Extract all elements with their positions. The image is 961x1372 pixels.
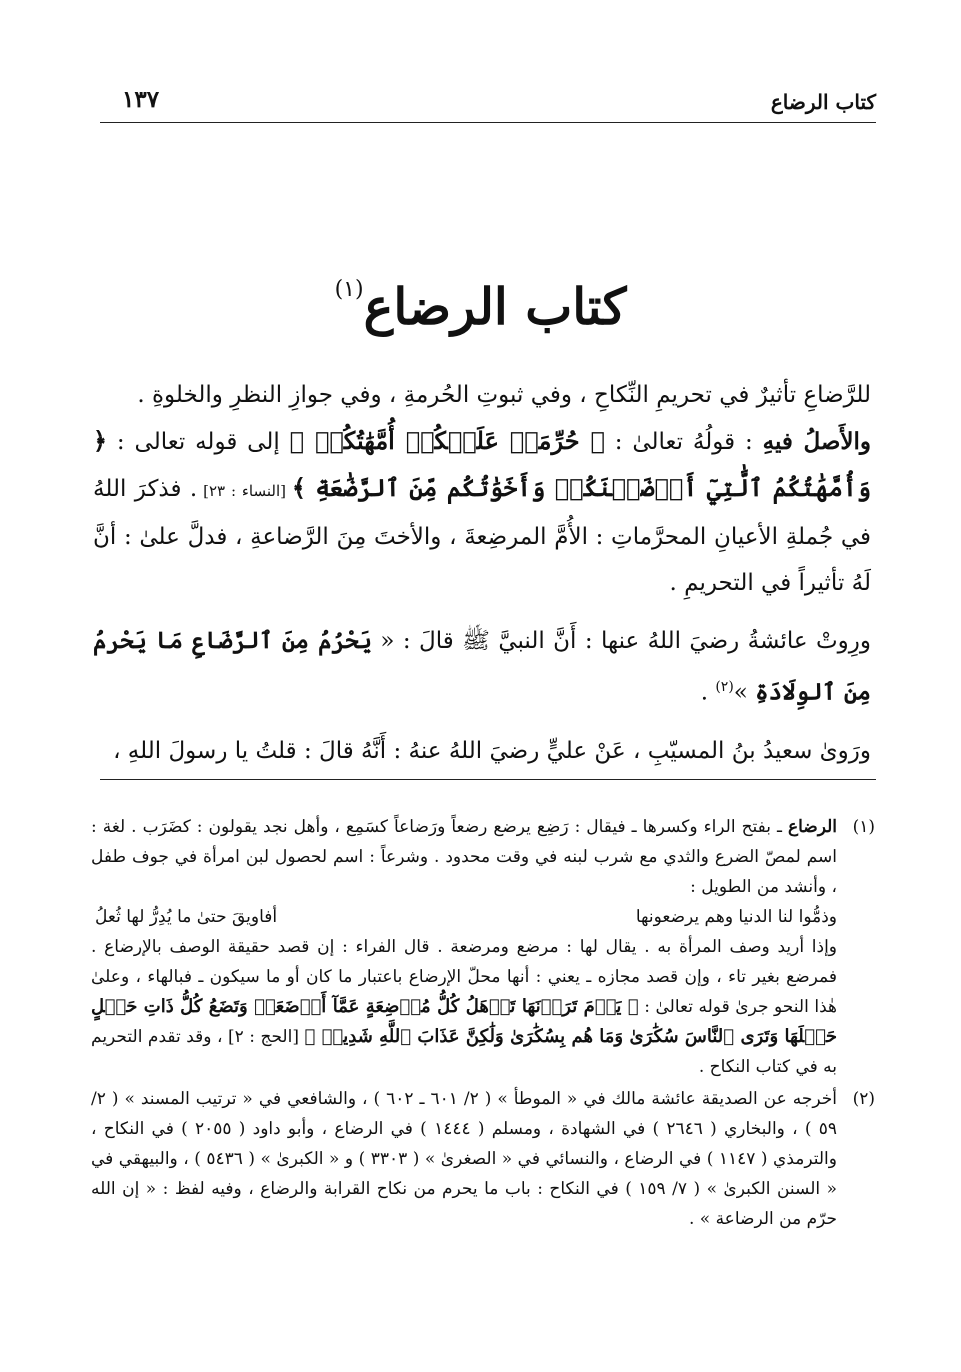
verse-hemistich-1: وذمُّوا لنا الدنيا وهم يرضعونها: [635, 907, 837, 927]
main-text: [93, 372, 871, 774]
evidence-lead: والأَصلُ فيهِ: [762, 428, 872, 455]
hadith-footnote-marker: (٢): [715, 679, 734, 695]
paragraph-evidence: [93, 418, 871, 606]
footnote-lead: الرضاع: [787, 817, 837, 837]
footnote-1: [91, 812, 875, 1082]
quran-verse-2: ﴿ وَأُمَّهَٰتُكُمُ ٱلَّٰتِيٓ أَرۡضَعۡنَكُمۡ وَأَخَوَٰتُكُم مِّنَ ٱلرَّضَٰعَةِ ﴾: [93, 426, 872, 502]
footnote-text: ـ بفتح الراء وكسرها ـ فيقال : رَضِع يرضع رضعاً ورَضاعاً كسَمِع ، وأهل نجد يقولون : كضَرَب . لغة : اسم لمصّ الضرع والثدي مع شرب لبنه في وقت محدود . وشرعاً : اسم لحصول لبن امرأة في جوف طفل ، وأنشد من الطويل :: [91, 817, 837, 897]
footnote-number: (٢): [852, 1089, 875, 1109]
footnote-quran-verse: ﴿ يَوۡمَ تَرَوۡنَهَا تَذۡهَلُ كُلُّ مُرۡضِعَةٍ عَمَّآ أَرۡضَعَتۡ وَتَضَعُ كُلُّ ذَاتِ حَمۡلٍ حَمۡلَهَا وَتَرَى ٱلنَّاسَ سُكَٰرَىٰ وَمَا هُم بِسُكَٰرَىٰ وَلَٰكِنَّ عَذَابَ ٱللَّهِ شَدِيدٞ ﴾: [91, 996, 837, 1047]
hadith-text-2: »: [733, 679, 756, 706]
verse-hemistich-2: أفاويقَ حتىٰ ما يُدِرُّ لها ثُعلُ: [95, 907, 278, 927]
footnote-separator: [100, 779, 876, 780]
running-title: كتاب الرضاع: [770, 90, 876, 114]
paragraph-intro: للرَّضاعِ تأثيرٌ في تحريمِ النِّكاحِ ، وفي ثبوتِ الحُرمةِ ، وفي جوازِ النظرِ والخلوةِ .: [137, 382, 871, 408]
chapter-title-text: كتاب الرضاع: [363, 277, 627, 336]
quran-citation: [النساء : ٢٣]: [197, 482, 292, 500]
hadith-quote: يَحْرُمُ مِنَ ٱلرَّضَاعِ مَا يَحْرمُ مِنَ ٱلوِلَادَةِ: [93, 627, 871, 706]
footnotes: [91, 812, 875, 1234]
chapter-footnote-marker: (١): [334, 277, 364, 302]
hadith-text-1: ورِوتْ عائشةُ رضيَ اللهُ عنها : أَنَّ النبيَّ ﷺ قالَ : «: [371, 628, 871, 654]
footnote-text: وإذا أريد وصف المرأة به . يقال لها : مرضع ومرضعة . قال الفراء : إن قصد حقيقة الوصف بالإرضاع . فمرضع بغير تاء ، وإن قصد مجازه ـ يعني : أنها محلّ الإرضاع باعتبار ما كان أو ما سيكون ـ فبالهاء ، وعلىٰ هٰذا النحو جرىٰ قوله تعالىٰ :: [91, 937, 837, 1017]
evidence-text-3: . فذكرَ اللهُ في جُملةِ الأعيانِ المحرَّماتِ : الأُمَّ المرضِعةَ ، والأختَ مِنَ الرَّضاعةِ ، فدلَّ علىٰ : أنَّ لَهُ تأثيراً في التحريمِ .: [93, 476, 871, 596]
chapter-title: [0, 250, 961, 347]
paragraph-narration: ورَوىٰ سعيدُ بنُ المسيّبِ ، عَنْ عليٍّ رضيَ اللهُ عنهُ : أَنَّهُ قالَ : قلتُ يا رسولَ اللهِ ،: [113, 737, 871, 764]
paragraph-hadith: [93, 618, 871, 716]
hadith-text-3: .: [700, 679, 716, 706]
page-header: [100, 86, 876, 123]
page-number: ١٣٧: [122, 86, 160, 113]
footnote-number: (١): [852, 817, 875, 837]
footnote-text: أخرجه عن الصديقة عائشة مالك في « الموطأ » ( ٢/ ٦٠١ ـ ٦٠٢ ) ، والشافعي في « ترتيب المسند » ( ٢/ ٥٩ ) ، والبخاري ( ٢٦٤٦ ) في الشهادة ، ومسلم ( ١٤٤٤ ) في الرضاع ، وأبو داود ( ٢٠٥٥ ) في النكاح ، والترمذي ( ١١٤٧ ) في الرضاع ، والنسائي في « الصغرىٰ » ( ٣٣٠٣ ) و « الكبرىٰ » ( ٥٤٣٦ ) ، والبيهقي في « السنن الكبرىٰ » ( ٧/ ١٥٩ ) في النكاح : باب ما يحرم من نكاح القرابة والرضاع ، وفيه لفظ : « إن الله حرّم من الرضاعة » .: [91, 1089, 838, 1229]
evidence-text-1: : قولُهُ تعالىٰ :: [604, 429, 763, 455]
footnote-text: [الحج : ٢] ، وقد تقدم التحريم به في كتاب النكاح .: [91, 1027, 837, 1077]
quran-verse-1: ﴿ حُرِّمَتۡ عَلَيۡكُمۡ أُمَّهَٰتُكُمۡ ﴾: [289, 426, 605, 455]
footnote-2: [91, 1084, 875, 1234]
poetry-verse: [91, 902, 837, 932]
evidence-text-2: إلى قوله تعالى :: [107, 429, 290, 455]
